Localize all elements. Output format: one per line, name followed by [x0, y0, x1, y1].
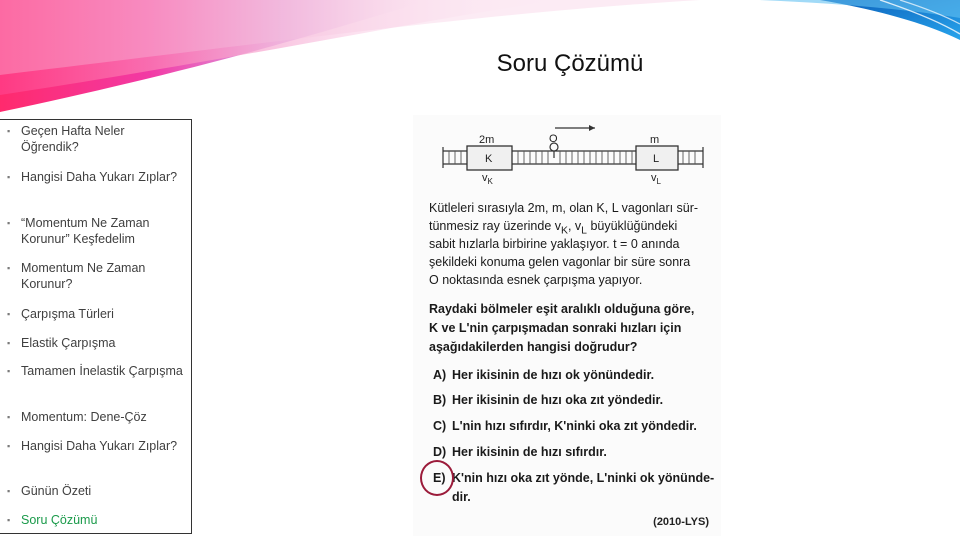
- mass-k-label: 2m: [479, 134, 495, 146]
- problem-text-line: Kütleleri sırasıyla 2m, m, olan K, L vagonları sür-: [429, 201, 699, 215]
- bullet-icon: ▪: [7, 515, 11, 525]
- option-e-continuation: dir.: [452, 490, 471, 504]
- bullet-icon: ▪: [7, 218, 11, 228]
- answer-option-c[interactable]: [433, 419, 697, 433]
- bullet-icon: ▪: [7, 366, 11, 376]
- arrow-right-icon: [589, 125, 595, 131]
- svg-text:vK: [482, 172, 494, 186]
- answer-circle-marker: [420, 460, 454, 496]
- bullet-icon: ▪: [7, 412, 11, 422]
- bullet-icon: ▪: [7, 486, 11, 496]
- option-text: Her ikisinin de hızı ok yönündedir.: [452, 368, 655, 382]
- option-text: L'nin hızı sıfırdır, K'ninki oka zıt yöndedir.: [452, 419, 697, 433]
- agenda-item-label: Hangisi Daha Yukarı Zıplar?: [21, 439, 178, 453]
- answer-option-d[interactable]: [433, 445, 607, 459]
- agenda-item[interactable]: [0, 335, 185, 351]
- exam-source: (2010-LYS): [653, 516, 709, 528]
- velocity-k-subscript: K: [487, 177, 493, 186]
- agenda-item-label: Geçen Hafta Neler Öğrendik?: [21, 124, 125, 154]
- agenda-item-label: Çarpışma Türleri: [21, 307, 114, 321]
- agenda-item-label: Tamamen İnelastik Çarpışma: [21, 364, 183, 378]
- bullet-icon: ▪: [7, 172, 11, 182]
- agenda-item[interactable]: [0, 409, 185, 425]
- agenda-panel: [0, 119, 192, 534]
- velocity-k-label: v: [482, 172, 488, 184]
- agenda-item-active[interactable]: [0, 512, 185, 528]
- agenda-item-label: Momentum: Dene-Çöz: [21, 410, 147, 424]
- option-text: Her ikisinin de hızı sıfırdır.: [452, 445, 607, 459]
- slide-title: Soru Çözümü: [496, 50, 644, 77]
- agenda-item-label: “Momentum Ne Zaman Korunur” Keşfedelim: [21, 216, 150, 246]
- agenda-item[interactable]: [0, 169, 185, 185]
- question-line: Raydaki bölmeler eşit aralıklı olduğuna göre,: [429, 302, 695, 316]
- option-letter: A): [433, 368, 447, 382]
- problem-text-line: şekildeki konuma gelen vagonlar bir süre sonra: [429, 255, 691, 269]
- wagon-diagram: [413, 115, 721, 195]
- option-letter: C): [433, 419, 447, 433]
- question-image: [413, 115, 721, 536]
- problem-text-line: sabit hızlarla birbirine yaklaşıyor. t = 0 anında: [429, 237, 680, 251]
- answer-option-a[interactable]: [433, 368, 654, 382]
- bullet-icon: ▪: [7, 263, 11, 273]
- agenda-item-label: Soru Çözümü: [21, 513, 98, 527]
- velocity-l-subscript: L: [656, 177, 661, 186]
- agenda-item-label: Elastik Çarpışma: [21, 336, 116, 350]
- option-letter: E): [433, 471, 446, 485]
- wagon-l-label: L: [653, 153, 660, 165]
- agenda-item-label: Hangisi Daha Yukarı Zıplar?: [21, 170, 178, 184]
- point-o-label: O: [549, 133, 558, 145]
- option-letter: B): [433, 393, 447, 407]
- agenda-item[interactable]: [0, 438, 185, 454]
- agenda-item[interactable]: [0, 306, 185, 322]
- question-line: K ve L'nin çarpışmadan sonraki hızları için: [429, 321, 682, 335]
- question-line: aşağıdakilerden hangisi doğrudur?: [429, 340, 638, 354]
- option-text: K'nin hızı oka zıt yönde, L'ninki ok yönünde-: [452, 471, 715, 485]
- problem-text-line: tünmesiz ray üzerinde $v_K$, $v_L$ büyüklüğündeki: [429, 219, 678, 237]
- bullet-icon: ▪: [7, 309, 11, 319]
- agenda-item-label: Günün Özeti: [21, 484, 92, 498]
- agenda-item[interactable]: [0, 363, 185, 379]
- agenda-item[interactable]: [0, 483, 185, 499]
- option-letter: D): [433, 445, 447, 459]
- velocity-l-label: v: [651, 172, 657, 184]
- bullet-icon: ▪: [7, 126, 11, 136]
- wagon-k-label: K: [485, 153, 493, 165]
- agenda-item[interactable]: [0, 123, 185, 155]
- agenda-item[interactable]: [0, 215, 185, 247]
- agenda-item[interactable]: [0, 260, 185, 292]
- answer-option-e[interactable]: [433, 471, 714, 485]
- svg-text:vL: [651, 172, 662, 186]
- mass-l-label: m: [650, 134, 660, 146]
- option-text: Her ikisinin de hızı oka zıt yöndedir.: [452, 393, 664, 407]
- agenda-item-label: Momentum Ne Zaman Korunur?: [21, 261, 146, 291]
- answer-option-b[interactable]: [433, 393, 663, 407]
- bullet-icon: ▪: [7, 338, 11, 348]
- bullet-icon: ▪: [7, 441, 11, 451]
- problem-text-line: O noktasında esnek çarpışma yapıyor.: [429, 273, 643, 287]
